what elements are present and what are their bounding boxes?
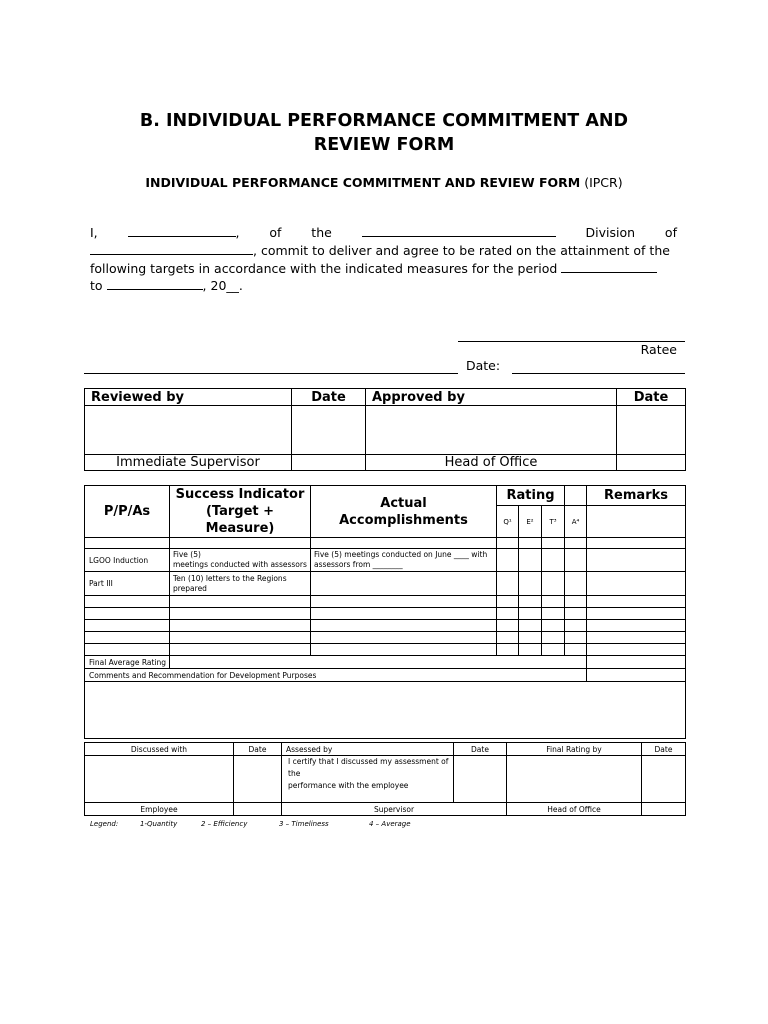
head-date-cell[interactable] — [642, 756, 686, 803]
final-average-rating-value[interactable] — [170, 656, 587, 669]
legend-label: Legend: — [90, 820, 119, 828]
period-start-blank[interactable] — [561, 260, 657, 273]
actual-line2: Accomplishments — [339, 512, 468, 528]
pronoun-text: I, — [90, 225, 98, 240]
empty-cell — [587, 669, 686, 682]
success-indicator-line2: (Target + — [205, 504, 275, 519]
indicator-line: Five (5) — [173, 550, 201, 559]
supervisor-label: Supervisor — [282, 803, 507, 816]
ratee-date-line[interactable] — [512, 373, 685, 374]
legend — [90, 820, 490, 830]
success-indicator-header — [170, 486, 311, 538]
legend-quantity: 1-Quantity — [140, 820, 178, 828]
form-title: B. INDIVIDUAL PERFORMANCE COMMITMENT AND — [139, 111, 629, 131]
certification-cell[interactable] — [282, 756, 454, 803]
empty-cell — [565, 486, 587, 506]
commitment-line-3 — [90, 260, 677, 276]
targets-text: following targets in accordance with the indicated measures for the period — [90, 261, 558, 276]
rating-t-cell[interactable] — [542, 549, 565, 572]
approved-by-header: Approved by — [366, 389, 617, 406]
name-blank[interactable] — [128, 224, 236, 237]
actual-line1: Actual — [380, 495, 427, 511]
head-of-office-footer: Head of Office — [507, 803, 642, 816]
employee-signature-cell[interactable] — [85, 756, 234, 803]
ratee-label: Ratee — [640, 342, 677, 357]
success-indicator-line1: Success Indicator — [175, 487, 305, 502]
comma-text: , — [235, 225, 240, 240]
year-text: , 20__. — [202, 278, 243, 293]
ipcr-table — [84, 485, 686, 739]
review-date-header: Date — [292, 389, 366, 406]
quantity-header: Q¹ — [497, 506, 519, 538]
ppa-cell: LGOO Induction — [85, 549, 170, 572]
commitment-line-2 — [90, 242, 677, 258]
signoff-table — [84, 742, 686, 816]
empty-cell — [617, 455, 686, 471]
subtitle-abbrev: (IPCR) — [584, 175, 623, 190]
indicator-line: prepared — [173, 583, 207, 593]
approver-signature-cell[interactable] — [366, 406, 617, 455]
review-date-cell[interactable] — [292, 406, 366, 455]
empty-cell — [587, 656, 686, 669]
rating-header: Rating — [497, 486, 565, 506]
actual-cell[interactable] — [311, 572, 497, 596]
rating-q-cell[interactable] — [497, 549, 519, 572]
division-text: Division — [585, 225, 636, 240]
approval-date-cell[interactable] — [617, 406, 686, 455]
remarks-cell[interactable] — [587, 549, 686, 572]
rating-a-cell[interactable] — [565, 572, 587, 596]
commitment-line-4 — [90, 277, 677, 293]
legend-average: 4 – Average — [369, 820, 411, 828]
actual-line: assessors from ________ — [314, 560, 403, 569]
rating-e-cell[interactable] — [519, 572, 542, 596]
employee-label: Employee — [85, 803, 234, 816]
commitment-line-1 — [90, 224, 677, 240]
to-text: to — [90, 278, 103, 293]
success-indicator-line3: Measure) — [205, 521, 275, 536]
final-average-rating-label: Final Average Rating — [85, 656, 170, 669]
head-of-office-label: Head of Office — [366, 455, 617, 471]
reviewer-signature-cell[interactable] — [85, 406, 292, 455]
discussed-with-header: Discussed with — [85, 743, 234, 756]
immediate-supervisor-label: Immediate Supervisor — [85, 455, 292, 471]
department-blank[interactable] — [90, 242, 253, 255]
employee-date-cell[interactable] — [234, 756, 282, 803]
period-end-blank[interactable] — [107, 277, 203, 290]
date-label: Date: — [466, 358, 501, 373]
approval-date-header: Date — [617, 389, 686, 406]
final-rating-by-header: Final Rating by — [507, 743, 642, 756]
efficiency-header: E² — [519, 506, 542, 538]
comments-area[interactable] — [85, 682, 686, 739]
form-title-line2: REVIEW FORM — [313, 135, 455, 155]
rating-t-cell[interactable] — [542, 572, 565, 596]
remarks-cell[interactable] — [587, 506, 686, 538]
assessed-by-header: Assessed by — [282, 743, 454, 756]
review-approval-table — [84, 388, 686, 471]
head-signature-cell[interactable] — [507, 756, 642, 803]
legend-timeliness: 3 – Timeliness — [279, 820, 329, 828]
reviewed-by-header: Reviewed by — [85, 389, 292, 406]
of-text-2: of — [664, 225, 677, 240]
name-field-group — [128, 225, 240, 240]
ppas-header: P/P/As — [85, 486, 170, 538]
office-blank[interactable] — [362, 224, 556, 237]
actual-accomplishments-header — [311, 486, 497, 538]
ppa-cell: Part III — [85, 572, 170, 596]
remarks-cell[interactable] — [587, 572, 686, 596]
legend-efficiency: 2 – Efficiency — [201, 820, 248, 828]
ratee-name-line[interactable] — [84, 373, 458, 374]
date-header: Date — [234, 743, 282, 756]
comments-label: Comments and Recommendation for Development Purposes — [85, 669, 587, 682]
of-text: of — [269, 225, 282, 240]
actual-cell — [311, 549, 497, 572]
actual-line: Five (5) meetings conducted on June ____ with — [314, 550, 488, 559]
subtitle-text: INDIVIDUAL PERFORMANCE COMMITMENT AND REVIEW FORM — [145, 175, 581, 190]
date-header: Date — [642, 743, 686, 756]
remarks-header: Remarks — [587, 486, 686, 506]
rating-a-cell[interactable] — [565, 549, 587, 572]
empty-cell — [292, 455, 366, 471]
commitment-text: , commit to deliver and agree to be rated on the attainment of the — [253, 243, 670, 258]
indicator-line: meetings conducted with assessors — [173, 560, 307, 569]
the-text: the — [311, 225, 332, 240]
form-subtitle — [0, 175, 768, 190]
indicator-cell — [170, 549, 311, 572]
average-header: A⁴ — [565, 506, 587, 538]
rating-e-cell[interactable] — [519, 549, 542, 572]
indicator-line: Ten (10) letters to the Regions — [173, 573, 287, 583]
timeliness-header: T³ — [542, 506, 565, 538]
date-header: Date — [454, 743, 507, 756]
supervisor-date-cell[interactable] — [454, 756, 507, 803]
certification-line: performance with the employee — [288, 781, 409, 790]
certification-line: I certify that I discussed my assessment of the — [288, 757, 449, 778]
rating-q-cell[interactable] — [497, 572, 519, 596]
indicator-cell — [170, 572, 311, 596]
